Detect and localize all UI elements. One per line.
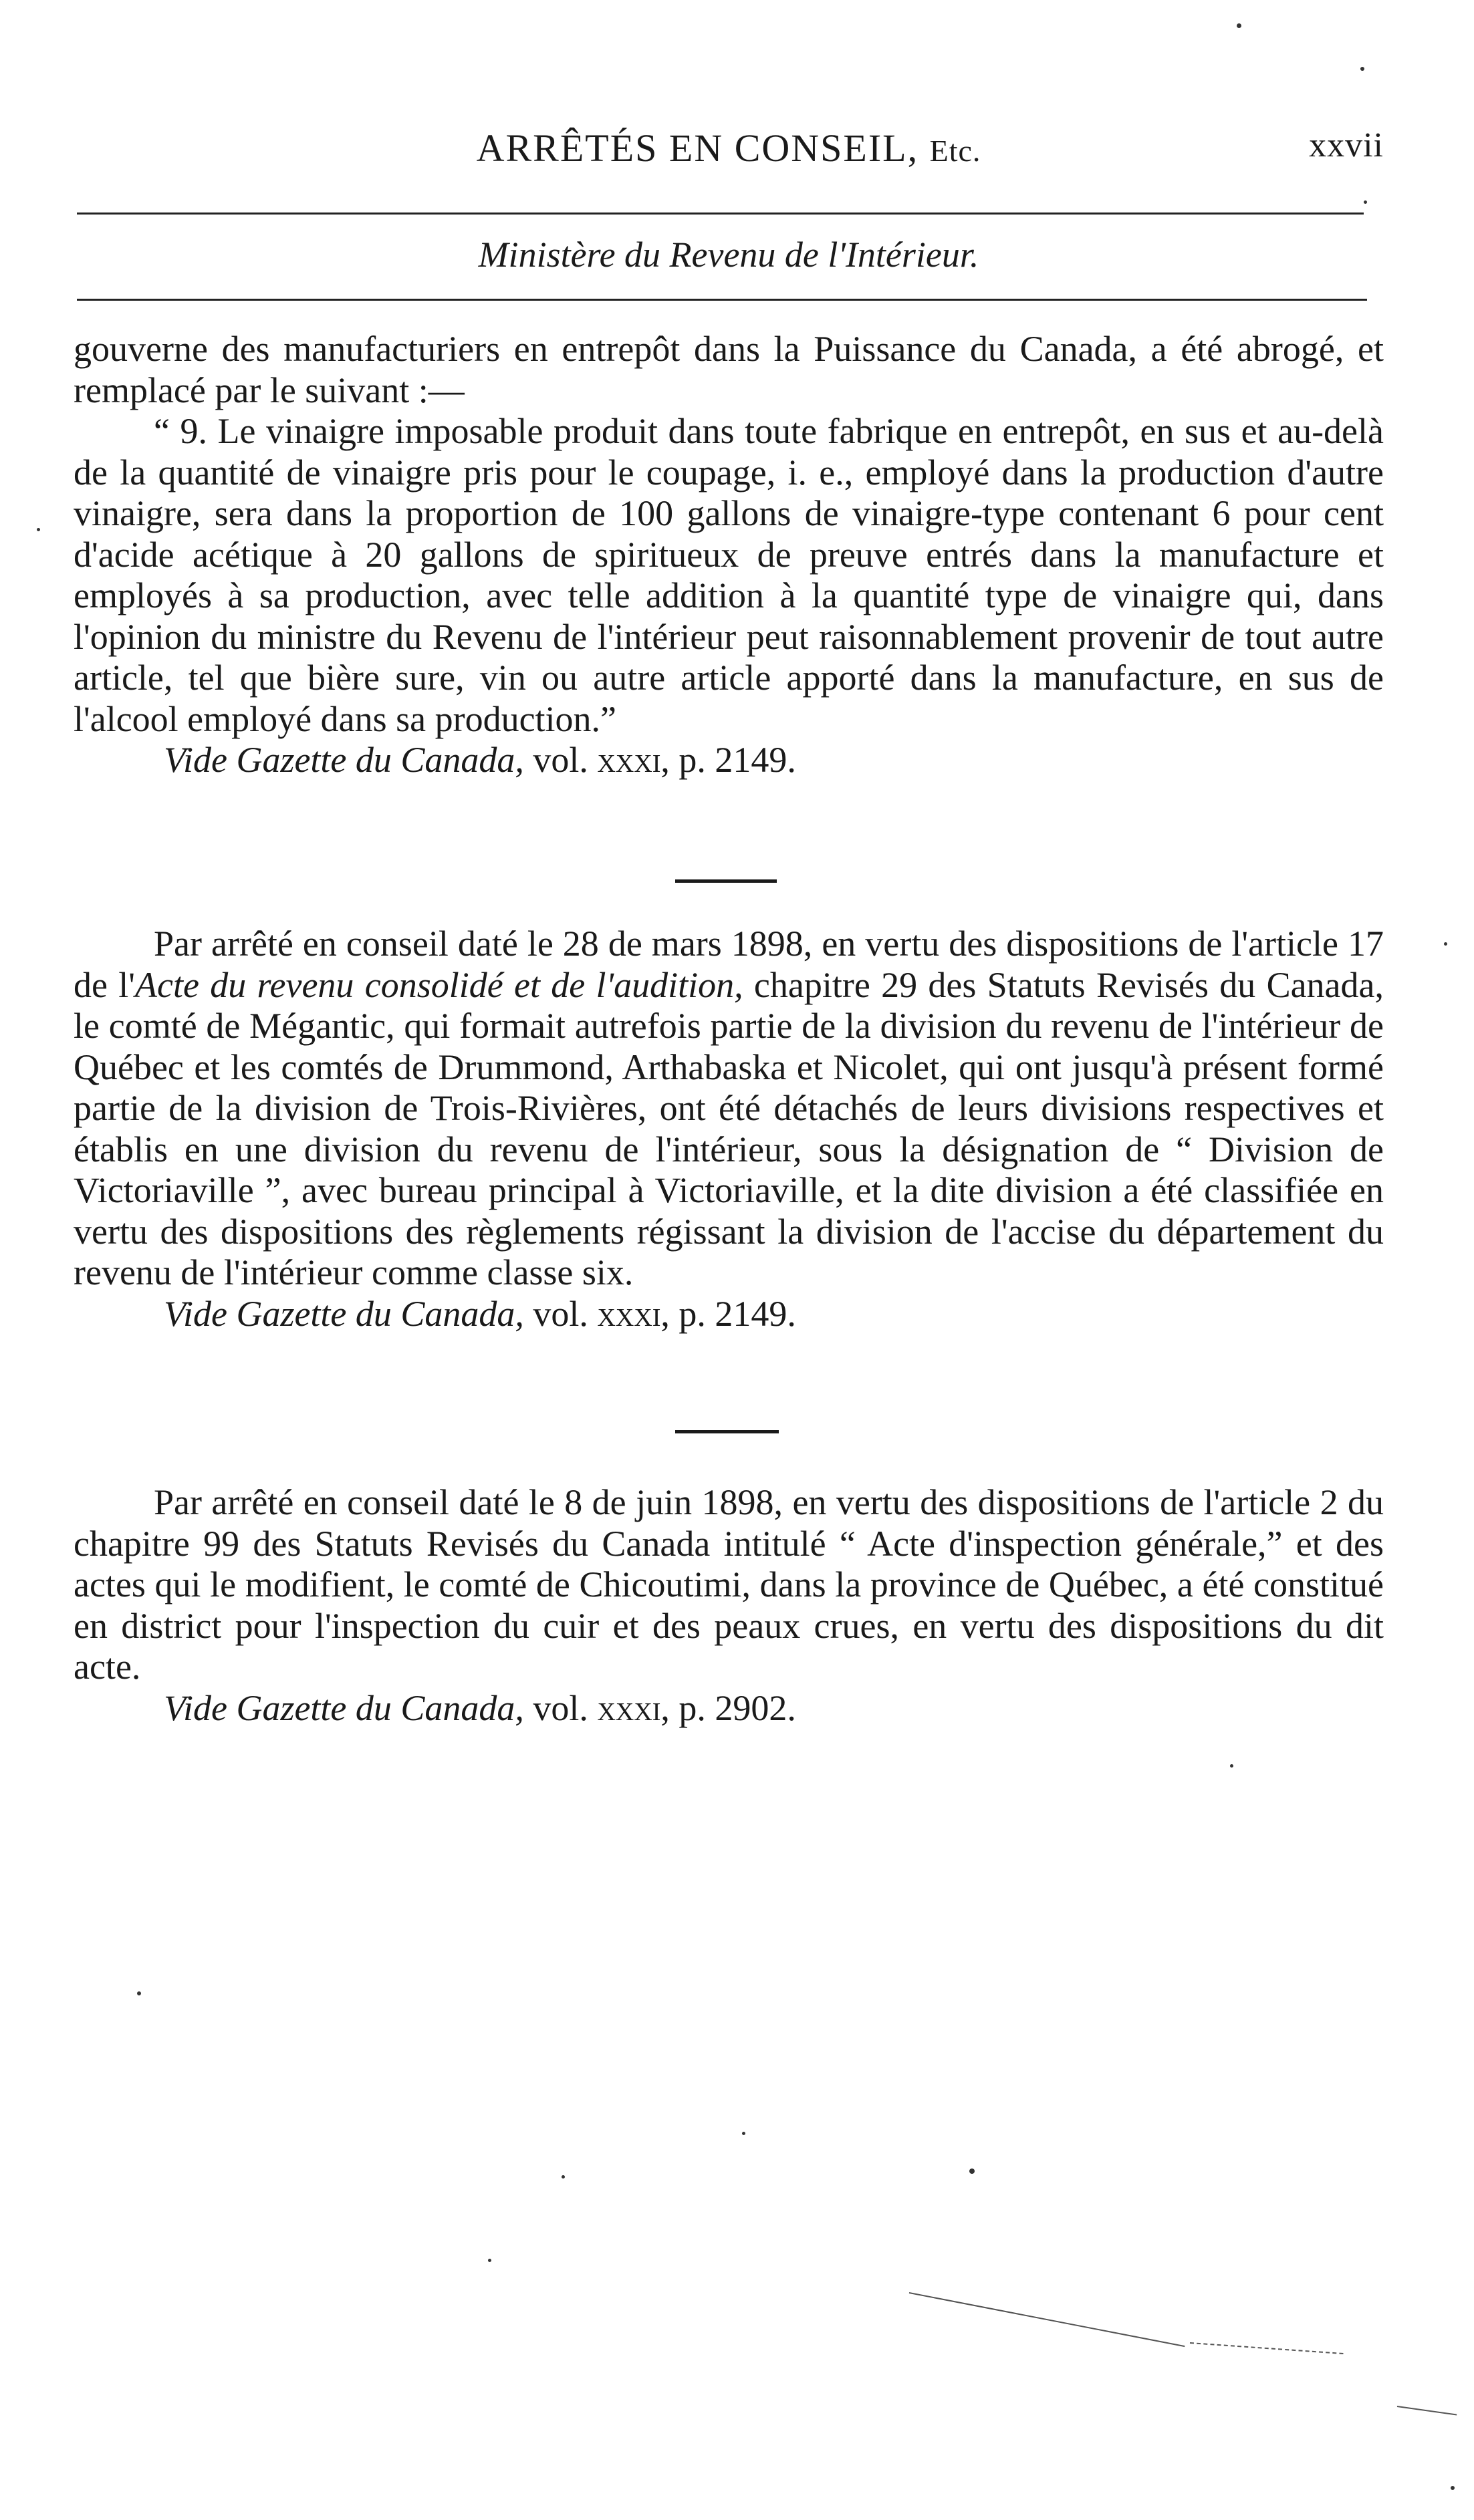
scan-speck	[137, 1991, 141, 1995]
scan-stroke	[1190, 2342, 1344, 2354]
gazette-reference-title: Vide Gazette du Canada,	[164, 740, 524, 780]
scan-speck	[1444, 942, 1447, 946]
act-title: Acte du revenu consolidé et de l'audition,	[135, 964, 743, 1005]
scan-stroke	[909, 2292, 1185, 2347]
paragraph-block-1	[74, 329, 1384, 781]
page-number: xxvii	[1309, 126, 1384, 164]
gazette-reference-roman: xxxi	[597, 1687, 661, 1728]
section-separator-2	[675, 1430, 779, 1433]
gazette-reference-3	[74, 1688, 1384, 1729]
paragraph-block-2	[74, 924, 1384, 1335]
scan-speck	[1360, 67, 1364, 71]
gazette-reference-title: Vide Gazette du Canada,	[164, 1687, 524, 1728]
gazette-reference-roman: xxxi	[597, 740, 661, 780]
gazette-reference-vol: vol.	[523, 1687, 598, 1728]
scan-speck	[1451, 2486, 1455, 2490]
header-rule-bottom	[77, 299, 1367, 301]
scan-speck	[1230, 1764, 1233, 1768]
scan-speck	[562, 2175, 565, 2179]
section-title: Ministère du Revenu de l'Intérieur.	[478, 235, 979, 275]
scan-speck	[488, 2259, 491, 2262]
gazette-reference-roman: xxxi	[597, 1293, 661, 1334]
gazette-reference-vol: vol.	[523, 1293, 598, 1334]
section-separator-1	[675, 879, 777, 883]
gazette-reference-2	[74, 1294, 1384, 1335]
paragraph-continuation: gouverne des manufacturiers en entrepôt dans la Puissance du Canada, a été abrogé, et remplacé par le suivant :—	[74, 329, 1384, 410]
gazette-reference-page: , p. 2902.	[660, 1687, 796, 1728]
gazette-reference-1	[74, 740, 1384, 781]
running-header	[74, 126, 1384, 172]
gazette-reference-page: , p. 2149.	[660, 740, 796, 780]
scan-speck	[969, 2168, 975, 2174]
paragraph-victoriaville-part2: chapitre 29 des Statuts Revisés du Canada, le comté de Mégantic, qui formait autrefois partie de la division du revenu de l'intérieur de Québec et les comtés de Drummond, Arthabaska et Nicolet, qui ont jusqu'à présent formé partie de la division de Trois-Rivières, ont été détachés de leurs divisions respectives et établis en une division du revenu de l'intérieur, sous la désignation de “ Division de Victoriaville ”, avec bureau principal à Victoriaville, et la dite division a été classifiée en vertu des dispositions des règlements régissant la division de l'accise du département du revenu de l'intérieur comme classe six.	[74, 964, 1384, 1292]
gazette-reference-page: , p. 2149.	[660, 1293, 796, 1334]
scan-stroke	[1397, 2406, 1457, 2416]
paragraph-victoriaville	[74, 924, 1384, 1294]
header-rule-top	[77, 213, 1364, 215]
scan-speck	[37, 528, 40, 531]
paragraph-block-3	[74, 1482, 1384, 1729]
scan-speck	[1364, 200, 1367, 204]
scan-speck	[1237, 23, 1241, 28]
gazette-reference-vol: vol.	[523, 740, 598, 780]
paragraph-chicoutimi: Par arrêté en conseil daté le 8 de juin 1898, en vertu des dispositions de l'article 2 du chapitre 99 des Statuts Revisés du Canada intitulé “ Acte d'inspection générale,” et des actes qui le modifient, le comté de Chicoutimi, dans la province de Québec, a été constitué en district pour l'inspection du cuir et des peaux crues, en vertu des dispositions du dit acte.	[74, 1482, 1384, 1687]
running-title	[74, 126, 1384, 170]
running-title-main: ARRÊTÉS EN CONSEIL,	[476, 126, 919, 170]
paragraph-victoriaville-part1: Par arrêté en conseil daté le 28 de mars 1898, en vertu des dispositions de l'article 17 de l'	[74, 924, 1384, 1005]
paragraph-quote-article-9: “ 9. Le vinaigre imposable produit dans toute fabrique en entrepôt, en sus et au-delà de la quantité de vinaigre pris pour le coupage, i. e., employé dans la production d'autre vinaigre, sera dans la proportion de 100 gallons de vinaigre-type contenant 6 pour cent d'acide acétique à 20 gallons de spiritueux de preuve entrés dans la manufacture et employés à sa production, avec telle addition à la quantité type de vinaigre qui, dans l'opinion du ministre du Revenu de l'intérieur peut raisonnablement provenir de tout autre article, tel que bière sure, vin ou autre article apporté dans la manufacture, en sus de l'alcool employé dans sa production.”	[74, 411, 1384, 739]
scan-speck	[742, 2132, 745, 2135]
running-title-etc: Etc.	[929, 134, 981, 168]
gazette-reference-title: Vide Gazette du Canada,	[164, 1293, 524, 1334]
